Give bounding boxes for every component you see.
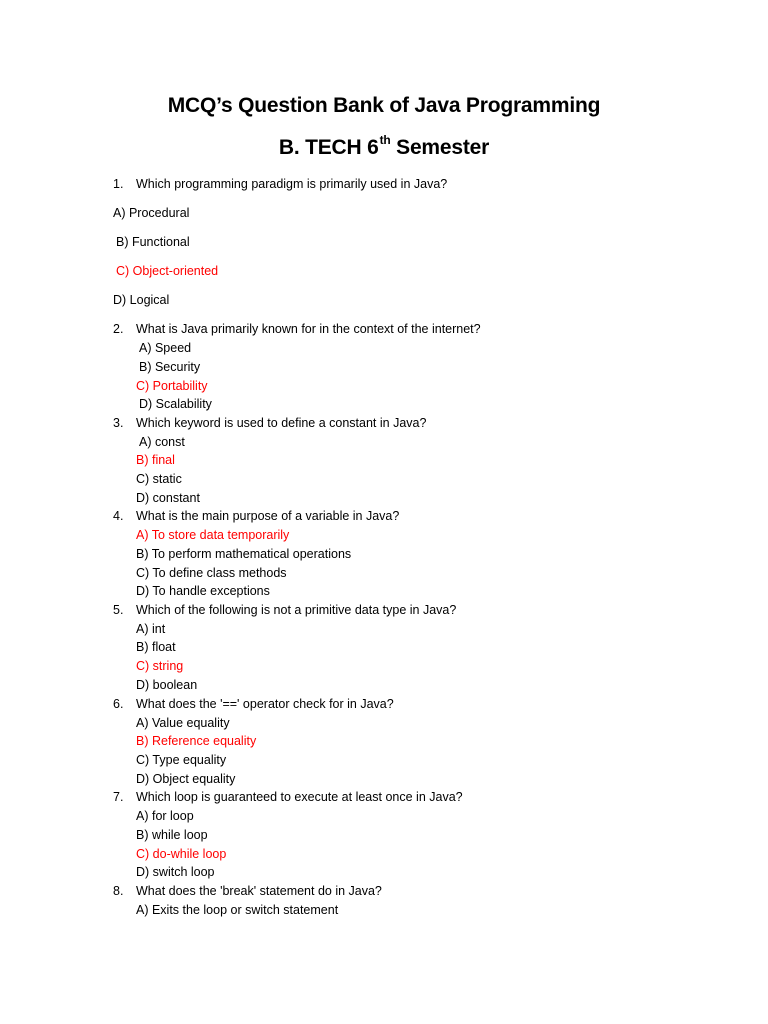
question-number: 2. xyxy=(113,322,124,336)
subtitle-prefix: B. TECH 6 xyxy=(278,136,379,159)
option-a: A) for loop xyxy=(136,809,194,823)
option-d: D) Object equality xyxy=(136,772,236,786)
option-b: B) Security xyxy=(139,360,201,374)
option-b-correct: B) final xyxy=(136,453,175,467)
option-a: A) int xyxy=(136,622,166,636)
question-text: What is the main purpose of a variable in Java? xyxy=(136,509,400,523)
option-d: D) switch loop xyxy=(136,865,215,879)
option-b-correct: B) Reference equality xyxy=(136,734,257,748)
subtitle-suffix: Semester xyxy=(390,136,490,159)
question-text: Which of the following is not a primitive data type in Java? xyxy=(136,603,457,617)
option-c-correct: C) string xyxy=(136,659,184,673)
option-b: B) float xyxy=(136,640,176,654)
option-b: B) To perform mathematical operations xyxy=(136,547,352,561)
question-text: Which programming paradigm is primarily used in Java? xyxy=(136,177,448,191)
option-a: A) const xyxy=(139,435,185,449)
option-a: A) Speed xyxy=(139,341,192,355)
option-d: D) constant xyxy=(136,491,200,505)
document-subtitle xyxy=(0,133,768,160)
question-number: 1. xyxy=(113,177,124,191)
option-a: A) Procedural xyxy=(113,206,190,220)
option-c: C) Type equality xyxy=(136,753,227,767)
option-d: D) Scalability xyxy=(139,397,212,411)
option-c-correct: C) do-while loop xyxy=(136,847,227,861)
option-b: B) while loop xyxy=(136,828,208,842)
question-text: Which loop is guaranteed to execute at least once in Java? xyxy=(136,790,463,804)
question-text: What does the '==' operator check for in Java? xyxy=(136,697,394,711)
option-c-correct: C) Object-oriented xyxy=(116,264,219,278)
question-number: 4. xyxy=(113,509,124,523)
option-d: D) Logical xyxy=(113,293,170,307)
option-c: C) To define class methods xyxy=(136,566,287,580)
question-number: 5. xyxy=(113,603,124,617)
subtitle-superscript: th xyxy=(379,133,391,147)
option-b: B) Functional xyxy=(116,235,190,249)
question-number: 3. xyxy=(113,416,124,430)
option-a: A) Value equality xyxy=(136,716,230,730)
question-text: What is Java primarily known for in the context of the internet? xyxy=(136,322,481,336)
option-c-correct: C) Portability xyxy=(136,379,208,393)
option-d: D) To handle exceptions xyxy=(136,584,270,598)
question-number: 7. xyxy=(113,790,124,804)
option-a-correct: A) To store data temporarily xyxy=(136,528,290,542)
question-text: Which keyword is used to define a constant in Java? xyxy=(136,416,427,430)
question-number: 6. xyxy=(113,697,124,711)
document-title: MCQ’s Question Bank of Java Programming xyxy=(167,94,601,117)
option-c: C) static xyxy=(136,472,182,486)
option-d: D) boolean xyxy=(136,678,198,692)
question-number: 8. xyxy=(113,884,124,898)
option-a: A) Exits the loop or switch statement xyxy=(136,903,339,917)
question-text: What does the 'break' statement do in Java? xyxy=(136,884,382,898)
